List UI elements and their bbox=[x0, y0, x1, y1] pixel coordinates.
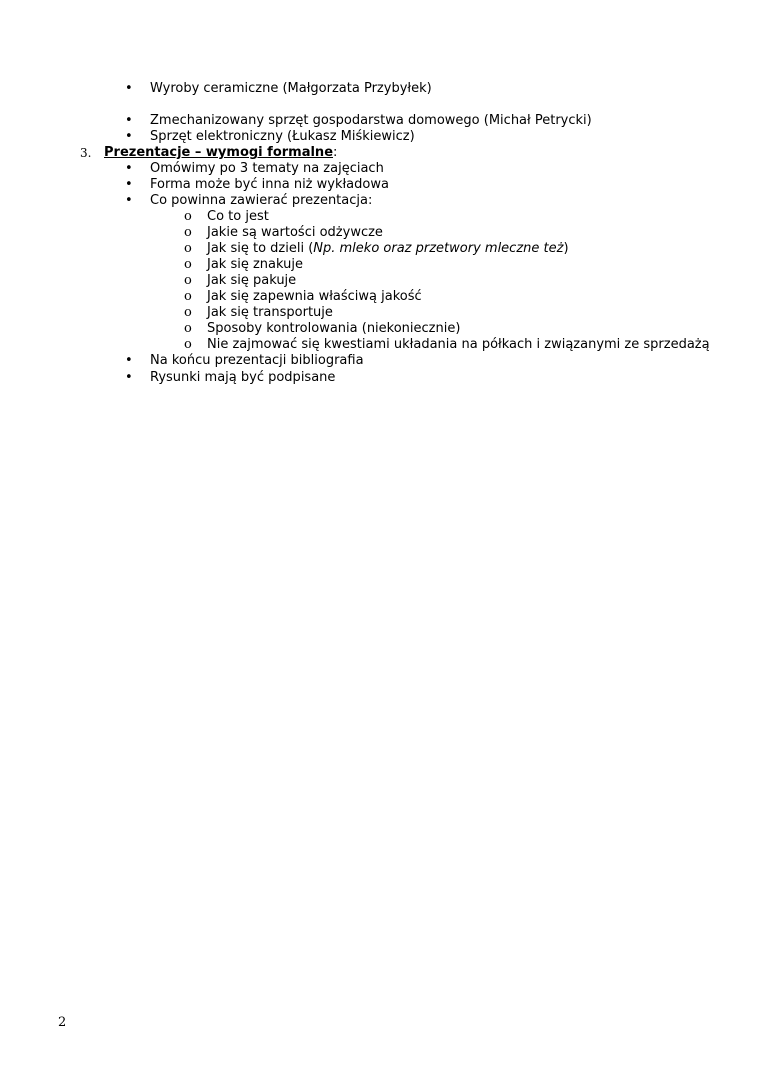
list-item: Na końcu prezentacji bibliografia bbox=[150, 353, 364, 368]
sub-list-item: Co to jest bbox=[207, 209, 269, 224]
sub-bullet-icon: o bbox=[184, 257, 192, 272]
sub-bullet-icon: o bbox=[184, 225, 192, 240]
sub-list-item: Jakie są wartości odżywcze bbox=[207, 225, 383, 240]
sub-bullet-icon: o bbox=[184, 305, 192, 320]
bullet-icon: • bbox=[125, 177, 133, 192]
bullet-icon: • bbox=[125, 81, 133, 96]
list-item: Forma może być inna niż wykładowa bbox=[150, 177, 389, 192]
section-heading bbox=[104, 145, 337, 161]
bullet-icon: • bbox=[125, 129, 133, 144]
bullet-icon: • bbox=[125, 113, 133, 128]
list-item: Sprzęt elektroniczny (Łukasz Miśkiewicz) bbox=[150, 129, 415, 144]
sub-bullet-icon: o bbox=[184, 289, 192, 304]
section-title: Prezentacje – wymogi formalne bbox=[104, 145, 334, 160]
sub-bullet-icon: o bbox=[184, 321, 192, 336]
bullet-icon: • bbox=[125, 193, 133, 208]
sub-bullet-icon: o bbox=[184, 209, 192, 224]
sub-list-item-italic: Np. mleko oraz przetwory mleczne też bbox=[313, 241, 564, 256]
page-number: 2 bbox=[58, 1015, 67, 1030]
bullet-icon: • bbox=[125, 161, 133, 176]
bullet-icon: • bbox=[125, 353, 133, 368]
sub-bullet-icon: o bbox=[184, 273, 192, 288]
list-item: Wyroby ceramiczne (Małgorzata Przybyłek) bbox=[150, 81, 432, 96]
section-title-suffix: : bbox=[333, 145, 338, 160]
list-item: Co powinna zawierać prezentacja: bbox=[150, 193, 373, 208]
sub-list-item: Jak się znakuje bbox=[207, 257, 303, 272]
sub-bullet-icon: o bbox=[184, 337, 192, 352]
sub-list-item: Nie zajmować się kwestiami układania na półkach i związanymi ze sprzedażą bbox=[207, 337, 710, 352]
sub-list-item: Jak się pakuje bbox=[207, 273, 297, 288]
sub-list-item-suffix: ) bbox=[563, 241, 569, 256]
sub-list-item: Jak się transportuje bbox=[207, 305, 333, 320]
list-item: Rysunki mają być podpisane bbox=[150, 370, 336, 385]
list-item: Zmechanizowany sprzęt gospodarstwa domowego (Michał Petrycki) bbox=[150, 113, 592, 128]
sub-list-item: Sposoby kontrolowania (niekoniecznie) bbox=[207, 321, 461, 336]
sub-list-item: Jak się zapewnia właściwą jakość bbox=[207, 289, 422, 304]
sub-list-item bbox=[207, 241, 569, 257]
list-item: Omówimy po 3 tematy na zajęciach bbox=[150, 161, 384, 176]
sub-list-item-prefix: Jak się to dzieli ( bbox=[207, 241, 314, 256]
sub-bullet-icon: o bbox=[184, 241, 192, 256]
section-number: 3. bbox=[80, 146, 92, 160]
bullet-icon: • bbox=[125, 370, 133, 385]
